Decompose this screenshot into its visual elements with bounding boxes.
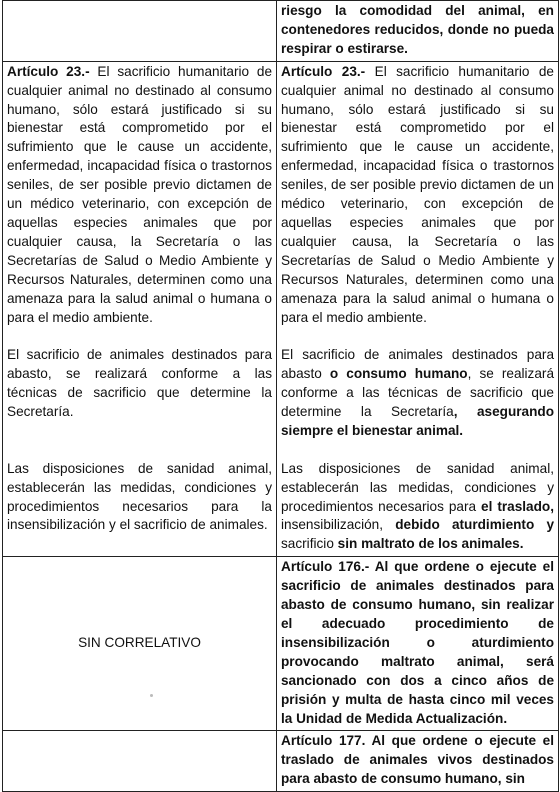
right-p3-part: insensibilización,: [281, 517, 396, 533]
left-cell-empty: [3, 731, 277, 792]
article-177-text: Artículo 177. Al que ordene o ejecute el traslado de animales vivos destinados para abasto de consumo humano, sin: [281, 733, 554, 787]
right-cell: [277, 1, 559, 62]
right-p3-bold: sin maltrato de los animales.: [337, 536, 524, 552]
right-p2-bold: o consumo humano: [329, 366, 468, 382]
right-text: riesgo la comodidad del animal, en contenedores reducidos, donde no pueda respirar o estirarse.: [281, 3, 554, 56]
sin-correlativo-label: SIN CORRELATIVO: [78, 634, 201, 650]
left-cell-sin-correlativo: [3, 557, 277, 731]
right-cell-article-176: [277, 557, 559, 731]
left-article-23-text: El sacrificio humanitario de cualquier animal no destinado al consumo humano, sólo estará justificado si su bienestar está comprometido por el sufrimiento que le cause un accidente, enfermedad, incapacidad física o trastornos seniles, de ser posible previo dictamen de un médico veterinario, con excepción de aquellas especies animales que por cualquier causa, la Secretaría o las Secretarías de Salud o Medio Ambiente y Recursos Naturales, determinen como una amenaza para la salud animal o humana o para el medio ambiente.: [7, 63, 273, 325]
right-p3-part: Las disposiciones de sanidad animal, establecerán las medidas, condiciones y procedimientos necesarios para: [281, 460, 554, 514]
right-p3-bold: debido aturdimiento y: [395, 517, 554, 533]
left-cell-empty: [3, 1, 277, 62]
left-cell-article-23: [3, 61, 277, 557]
right-p3-part: sacrificio: [281, 536, 338, 552]
table-row: [3, 557, 559, 731]
left-sacrificio-paragraph: El sacrificio de animales destinados para abasto, se realizará conforme a las técnicas de sacrificio que determine la Secretaría.: [7, 347, 272, 420]
right-disposiciones-paragraph: [281, 460, 554, 555]
table-row: [3, 731, 559, 792]
right-article-23-paragraph: [281, 63, 554, 328]
right-cell-article-177: [277, 731, 559, 792]
right-article-23-text: El sacrificio humanitario de cualquier animal no destinado al consumo humano, sólo estará justificado si su bienestar está comprometido por el sufrimiento que le cause un accidente, enfermedad, incapacidad física o trastornos seniles, de ser posible previo dictamen de un médico veterinario, con excepción de aquellas especies animales que por cualquier causa, la Secretaría o las Secretarías de Salud o Medio Ambiente y Recursos Naturales, determinen como una amenaza para la salud animal o humana o para el medio ambiente.: [281, 63, 554, 325]
article-176-text: Artículo 176.- Al que ordene o ejecute el sacrificio de animales destinados para abasto de consumo humano, sin realizar el adecuado procedimiento de insensibilización o aturdimiento provocando maltrato animal, será sancionado con dos a cinco años de prisión y multa de hasta cinco mil veces la Unidad de Medida Actualización.: [281, 559, 554, 726]
right-cell-article-23: [277, 61, 559, 557]
table-row: [3, 61, 559, 557]
right-article-23-heading: Artículo 23.-: [281, 63, 366, 79]
left-article-23-paragraph: [7, 63, 272, 328]
right-p3-bold: el traslado,: [481, 498, 554, 514]
scan-speck: [150, 694, 153, 697]
left-disposiciones-paragraph: Las disposiciones de sanidad animal, establecerán las medidas, condiciones y procedimientos necesarios para la insensibilización y el sacrificio de animales.: [7, 460, 272, 533]
table-row: [3, 1, 559, 62]
right-sacrificio-paragraph: [281, 346, 554, 441]
right-p2-part: El sacrificio de animales destinados para abasto: [281, 347, 554, 382]
right-p2-part: , se realizará conforme a las técnicas de sacrificio que determine la Secretaría: [281, 366, 555, 420]
right-p2-bold: , asegurando siempre el bienestar animal.: [281, 404, 555, 438]
comparison-table: [2, 0, 559, 792]
left-article-23-heading: Artículo 23.-: [7, 63, 90, 79]
